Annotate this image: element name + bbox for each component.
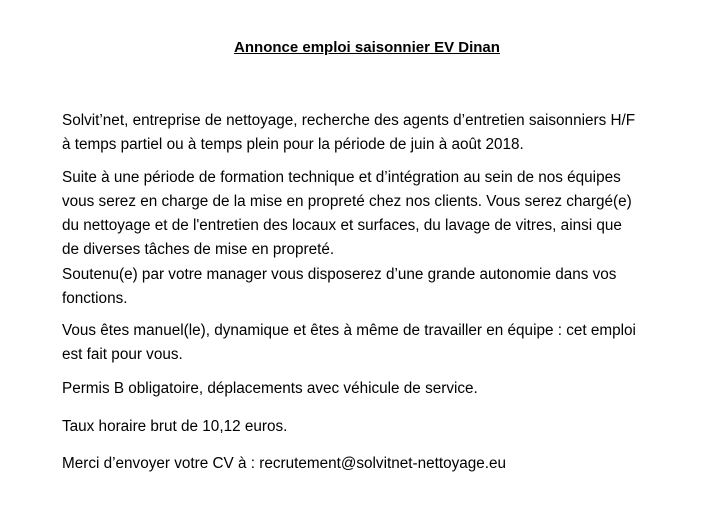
paragraph-profile xyxy=(62,319,682,367)
paragraph-line: est fait pour vous. xyxy=(62,346,183,363)
paragraph-line: Soutenu(e) par votre manager vous disposerez d’une grande autonomie dans vos xyxy=(62,266,617,283)
paragraph-line: de diverses tâches de mise en propreté. xyxy=(62,241,335,258)
paragraph-wage xyxy=(62,415,682,439)
paragraph-intro xyxy=(62,109,682,157)
paragraph-line: Permis B obligatoire, déplacements avec véhicule de service. xyxy=(62,380,478,397)
paragraph-autonomy xyxy=(62,263,682,311)
paragraph-line: Taux horaire brut de 10,12 euros. xyxy=(62,418,288,435)
paragraph-line: Vous êtes manuel(le), dynamique et êtes à même de travailler en équipe : cet emploi xyxy=(62,322,636,339)
paragraph-training xyxy=(62,166,682,262)
paragraph-line: Solvit’net, entreprise de nettoyage, recherche des agents d’entretien saisonniers H/F xyxy=(62,112,636,129)
document-title: Annonce emploi saisonnier EV Dinan xyxy=(234,39,500,56)
paragraph-line: Suite à une période de formation technique et d’intégration au sein de nos équipes xyxy=(62,169,621,186)
paragraph-line: vous serez en charge de la mise en propreté chez nos clients. Vous serez chargé(e) xyxy=(62,193,632,210)
paragraph-line: du nettoyage et de l'entretien des locaux et surfaces, du lavage de vitres, ainsi que xyxy=(62,217,622,234)
paragraph-line: Merci d’envoyer votre CV à : recrutement@solvitnet-nettoyage.eu xyxy=(62,455,507,472)
paragraph-line: fonctions. xyxy=(62,290,128,307)
paragraph-line: à temps partiel ou à temps plein pour la période de juin à août 2018. xyxy=(62,136,524,153)
paragraph-contact xyxy=(62,452,682,476)
paragraph-license xyxy=(62,377,682,401)
